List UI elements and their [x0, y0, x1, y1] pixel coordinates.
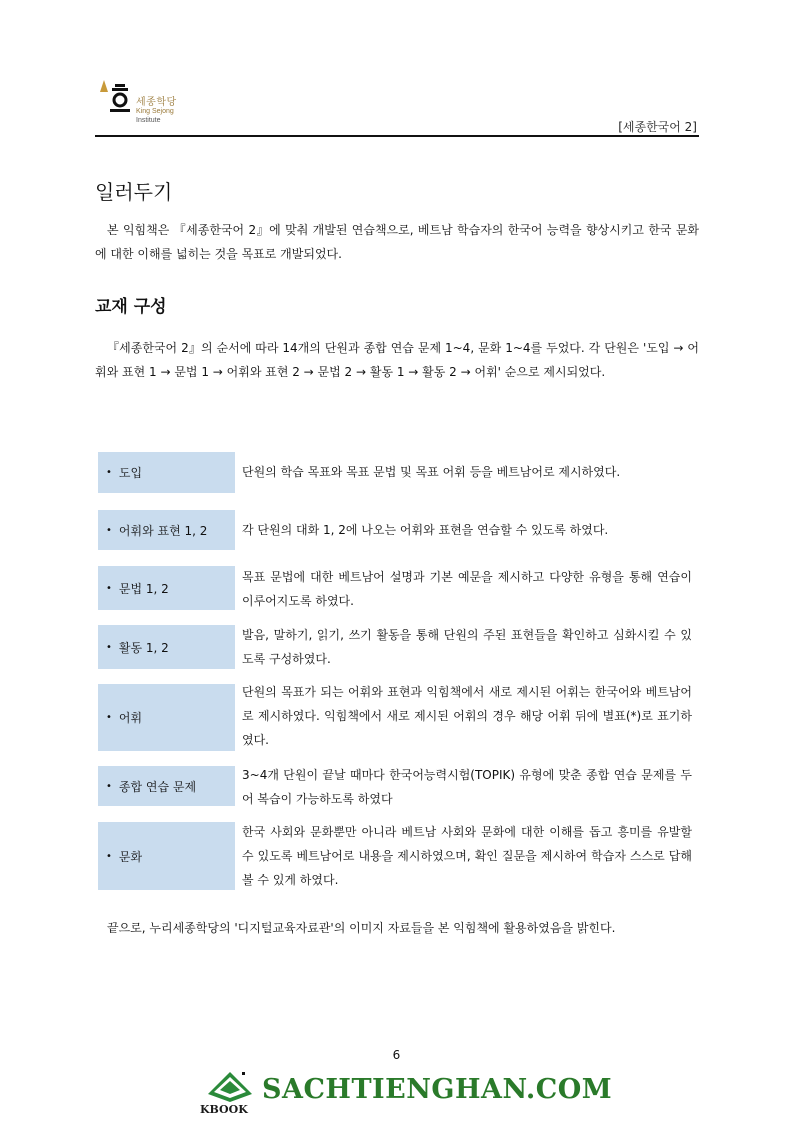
bullet-icon: •	[106, 780, 112, 792]
logo-english-line1: King Sejong	[136, 108, 174, 115]
row-label-text: 도입	[118, 466, 143, 480]
kbook-brand: KBOOK	[200, 1103, 248, 1116]
row-label-text: 어휘와 표현 1, 2	[118, 523, 208, 538]
institute-logo-mark-icon	[98, 78, 134, 118]
row-description: 한국 사회와 문화뿐만 아니라 베트남 사회와 문화에 대한 이해를 돕고 흥미를 유발할 수 있도록 베트남어로 내용을 제시하였으며, 확인 질문을 제시하여 학습자 스스로 답해 볼 수 있게 하였다.	[242, 825, 692, 887]
row-description: 3~4개 단원이 끝날 때마다 한국어능력시험(TOPIK) 유형에 맞춘 종합 연습 문제를 두어 복습이 가능하도록 하였다	[242, 768, 692, 806]
bullet-icon: •	[106, 467, 112, 478]
book-stack-icon	[200, 1064, 260, 1104]
row-label	[98, 766, 235, 806]
row-description: 발음, 말하기, 읽기, 쓰기 활동을 통해 단원의 주된 표현들을 확인하고 심화시킬 수 있도록 구성하였다.	[242, 628, 692, 666]
footer-website: SACHTIENGHAN.COM	[262, 1074, 613, 1105]
row-label	[98, 625, 235, 669]
row-label	[98, 452, 235, 493]
row-label	[98, 566, 235, 610]
row-label	[98, 510, 235, 550]
row-label-text: 문법 1, 2	[118, 581, 169, 596]
row-description: 각 단원의 대화 1, 2에 나오는 어휘와 표현을 연습할 수 있도록 하였다.	[242, 523, 609, 537]
page-number: 6	[392, 1048, 401, 1062]
structure-paragraph: 『세종한국어 2』의 순서에 따라 14개의 단원과 종합 연습 문제 1~4, 문화 1~4를 두었다. 각 단원은 '도입 → 어휘와 표현 1 → 문법 1 → 어휘와 표현 2 → 문법 2 → 활동 1 → 활동 2 → 어휘' 순으로 제시되었다.	[95, 341, 699, 379]
closing-paragraph: 끝으로, 누리세종학당의 '디지털교육자료관'의 이미지 자료들을 본 익힘책에 활용하였음을 밝힌다.	[107, 921, 616, 935]
bullet-icon: •	[106, 524, 112, 536]
row-label-text: 종합 연습 문제	[118, 779, 197, 794]
bullet-icon: •	[106, 582, 112, 594]
book-title: [세종한국어 2]	[618, 120, 697, 134]
logo-korean-text: 세종학당	[136, 97, 177, 108]
row-label-text: 활동 1, 2	[118, 640, 169, 655]
header-divider	[95, 135, 699, 137]
row-description: 단원의 목표가 되는 어휘와 표현과 익힘책에서 새로 제시된 어휘는 한국어와 베트남어로 제시하였다. 익힘책에서 새로 제시된 어휘의 경우 해당 어휘 뒤에 별표(*)로 표기하였다.	[242, 685, 692, 747]
notes-paragraph: 본 익힘책은 『세종한국어 2』에 맞춰 개발된 연습책으로, 베트남 학습자의 한국어 능력을 향상시키고 한국 문화에 대한 이해를 넓히는 것을 목표로 개발되었다.	[95, 223, 699, 261]
row-description: 목표 문법에 대한 베트남어 설명과 기본 예문을 제시하고 다양한 유형을 통해 연습이 이루어지도록 하였다.	[242, 570, 692, 608]
notes-heading: 일러두기	[95, 180, 173, 204]
row-label	[98, 684, 235, 751]
bullet-icon: •	[106, 850, 112, 862]
logo-english-line2: Institute	[136, 117, 161, 124]
bullet-icon: •	[106, 641, 112, 653]
row-label	[98, 822, 235, 890]
row-label-text: 문화	[118, 849, 143, 864]
row-description: 단원의 학습 목표와 목표 문법 및 목표 어휘 등을 베트남어로 제시하였다.	[242, 465, 621, 479]
bullet-icon: •	[106, 712, 112, 723]
row-label-text: 어휘	[118, 711, 143, 725]
institute-logo	[98, 78, 208, 138]
structure-heading: 교재 구성	[95, 297, 167, 317]
